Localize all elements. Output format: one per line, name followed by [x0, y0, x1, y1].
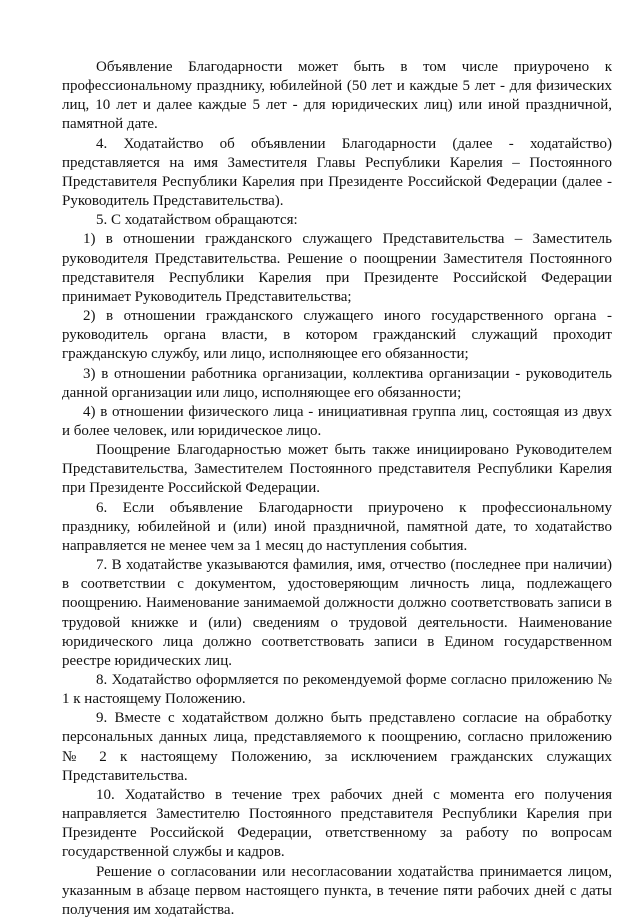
paragraph-5-applicants: 5. С ходатайством обращаются:	[96, 212, 298, 229]
paragraph-decision: Решение о согласовании или несогласовании ходатайства принимается лицом, указанным в абзаце первом настоящего пункта, в течение пяти рабочих дней с даты получения им ходатайства.	[62, 863, 612, 918]
subitem-4: 4) в отношении физического лица - инициативная группа лиц, состоящая из двух и более человек, или юридическое лицо.	[62, 403, 612, 439]
subitem-3: 3) в отношении работника организации, коллектива организации - руководитель данной организации или лицо, исполняющее его обязанности;	[62, 365, 612, 401]
paragraph-7-contents: 7. В ходатайстве указываются фамилия, имя, отчество (последнее при наличии) в соответствии с документом, удостоверяющим личность лица, подлежащего поощрению. Наименование занимаемой должности должно соответствовать записи в трудовой книжке и (или) сведениям о трудовой деятельности. Наименование юридического лица должно соответствовать записи в Едином государственном реестре юридических лиц.	[62, 557, 612, 669]
paragraph-10-routing: 10. Ходатайство в течение трех рабочих дней с момента его получения направляется Заместителю Постоянного представителя Республики Карелия при Президенте Российской Федерации, ответственному за работу по вопросам государственной службы и кадров.	[62, 786, 612, 861]
paragraph-4-petition: 4. Ходатайство об объявлении Благодарности (далее - ходатайство) представляется на имя Заместителя Главы Республики Карелия – Постоянного Представителя Республики Карелия при Президенте Российской Федерации (далее - Руководитель Представительства).	[62, 135, 612, 210]
document-page	[62, 58, 612, 920]
subitem-2: 2) в отношении гражданского служащего иного государственного органа - руководитель органа власти, в котором гражданский служащий проходит гражданскую службу, или лицо, исполняющее его обязанности;	[62, 308, 612, 363]
paragraph-holiday-timing: Объявление Благодарности может быть в том числе приурочено к профессиональному празднику, юбилейной (50 лет и каждые 5 лет - для физических лиц, 10 лет и далее каждые 5 лет - для юридических лиц) или иной праздничной, памятной дате.	[62, 59, 612, 133]
paragraph-9-consent: 9. Вместе с ходатайством должно быть представлено согласие на обработку персональных данных лица, представляемого к поощрению, согласно приложению № 2 к настоящему Положению, за исключением гражданских служащих Представительства.	[62, 710, 612, 784]
paragraph-6-deadline: 6. Если объявление Благодарности приурочено к профессиональному празднику, юбилейной и (или) иной праздничной, памятной дате, то ходатайство направляется не менее чем за 1 месяц до наступления события.	[62, 499, 612, 554]
paragraph-initiative: Поощрение Благодарностью может быть также инициировано Руководителем Представительства, Заместителем Постоянного представителя Республики Карелия при Президенте Российской Федерации.	[62, 442, 612, 497]
paragraph-8-form: 8. Ходатайство оформляется по рекомендуемой форме согласно приложению № 1 к настоящему Положению.	[62, 672, 612, 708]
subitem-1: 1) в отношении гражданского служащего Представительства – Заместитель руководителя Представительства. Решение о поощрении Заместителя Постоянного представителя Республики Карелия при Президенте Российской Федерации принимает Руководитель Представительства;	[62, 231, 612, 305]
